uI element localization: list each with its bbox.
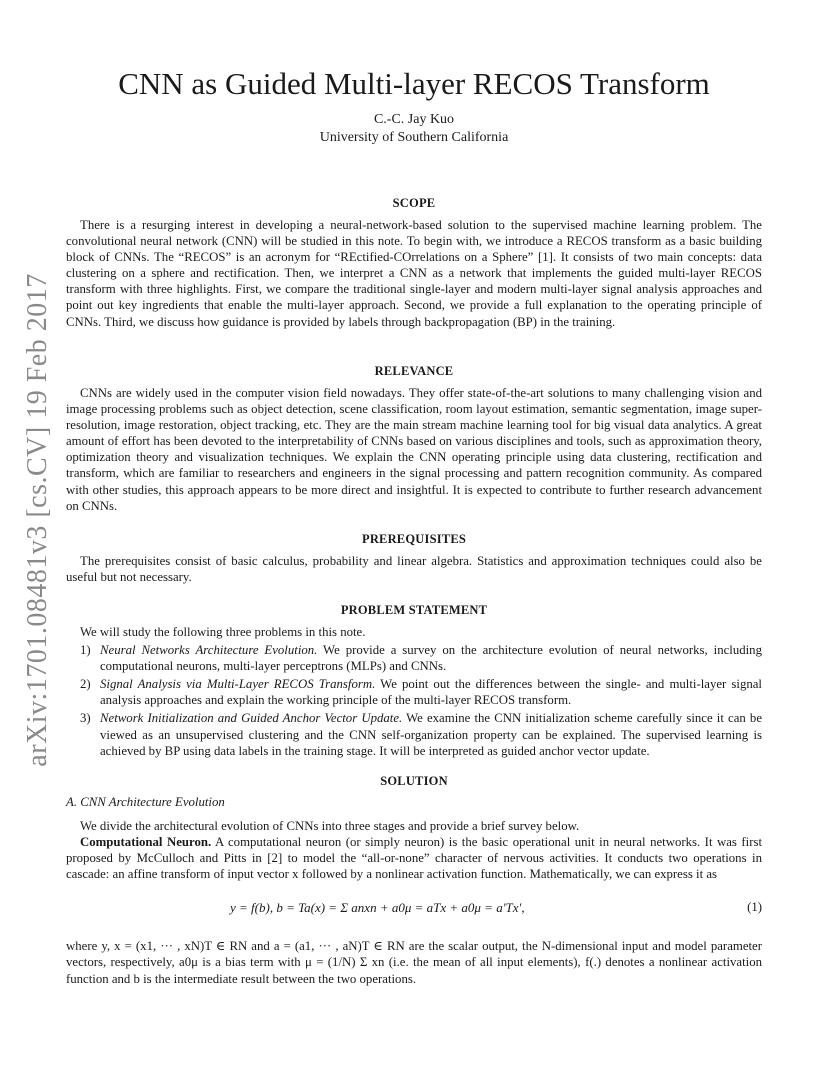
list-item-title: Neural Networks Architecture Evolution. (100, 643, 318, 658)
section-heading: PREREQUISITES (361, 532, 467, 546)
arxiv-identifier: arXiv:1701.08481v3 [cs.CV] 19 Feb 2017 (22, 273, 53, 767)
section-problem-statement (66, 603, 762, 761)
paper-title: CNN as Guided Multi-layer RECOS Transform (118, 66, 710, 101)
section-heading: RELEVANCE (374, 364, 454, 378)
list-item-text: We point out the differences between the single- and multi-layer signal analysis approaches and explain the working principle of the multi-layer RECOS transform. (100, 677, 762, 708)
paragraph-lead: Computational Neuron. (80, 835, 212, 850)
section-heading: SCOPE (392, 196, 436, 210)
list-item (66, 642, 762, 674)
author-block (66, 111, 762, 147)
paragraph-text: A computational neuron (or simply neuron) is the basic operational unit in neural networks. It was first proposed by McCulloch and Pitts in [2] to model the “all-or-none” character of nervous activities. It conducts two operations in cascade: an affine transform of input vector x followed by a nonlinear activation function. Mathematically, we can express it as (66, 835, 762, 882)
problem-list (66, 642, 762, 759)
list-item (66, 676, 762, 708)
section-paragraph: CNNs are widely used in the computer vision field nowadays. They offer state-of-the-art solutions to many challenging vision and image processing problems such as object detection, scene classification, room layout estimation, semantic segmentation, image super-resolution, image restoration, object tracking, etc. They are the main stream machine learning tool for big visual data analytics. A great amount of effort has been devoted to the interpretability of CNNs based on various disciplines and tools, such as approximation theory, optimization theory and visualization techniques. We explain the CNN operating principle using data clustering, rectification and transform, which are familiar to researchers and engineers in the signal processing and pattern recognition community. As compared with other studies, this approach appears to be more direct and insightful. It is expected to contribute to further research advancement on CNNs. (66, 386, 762, 513)
equation-number: (1) (747, 900, 762, 915)
arxiv-side-stamp (16, 273, 60, 767)
list-number: 3) (80, 711, 91, 726)
list-item (66, 710, 762, 758)
section-heading: SOLUTION (380, 774, 448, 788)
equation-body: y = f(b), b = Ta(x) = Σ anxn + a0μ = aTx + a0μ = a′Tx′, (230, 900, 525, 916)
section-heading: PROBLEM STATEMENT (340, 603, 488, 617)
author-affiliation: University of Southern California (319, 130, 509, 145)
list-item-text: We examine the CNN initialization scheme carefully since it can be viewed as an unsupervised clustering and the CNN self-organization property can be explained. The supervised learning is achieved by BP using data labels in the training stage. It will be interpreted as guided anchor vector update. (100, 711, 762, 758)
list-number: 1) (80, 643, 91, 658)
equation-1 (66, 888, 762, 932)
author-name: C.-C. Jay Kuo (373, 112, 455, 127)
list-number: 2) (80, 677, 91, 692)
section-relevance (66, 364, 762, 514)
section-solution (66, 774, 762, 987)
section-prerequisites (66, 532, 762, 585)
section-paragraph (66, 834, 762, 882)
subsection-title: A. CNN Architecture Evolution (66, 795, 225, 809)
section-paragraph: There is a resurging interest in developing a neural-network-based solution to the supervised machine learning problem. The convolutional neural network (CNN) will be studied in this note. To begin with, we introduce a RECOS transform as a basic building block of CNNs. The “RECOS” is an acronym for “REctified-COrrelations on a Sphere” [1]. It consists of two main concepts: data clustering on a sphere and rectification. Then, we interpret a CNN as a network that implements the guided multi-layer RECOS transform with three highlights. First, we compare the traditional single-layer and modern multi-layer signal analysis approaches and point out key ingredients that enable the multi-layer approach. Second, we provide a full explanation to the operating principle of CNNs. Third, we discuss how guidance is provided by labels through backpropagation (BP) in the training. (66, 218, 762, 329)
list-item-title: Network Initialization and Guided Anchor Vector Update. (100, 711, 403, 726)
section-paragraph: where y, x = (x1, ··· , xN)T ∈ RN and a = (a1, ··· , aN)T ∈ RN are the scalar output, the N-dimensional input and model parameter vectors, respectively, a0μ is a bias term with μ = (1/N) Σ xn (i.e. the mean of all input elements), f(.) denotes a nonlinear activation function and b is the intermediate result between the two operations. (66, 939, 762, 986)
section-paragraph: We divide the architectural evolution of CNNs into three stages and provide a brief survey below. (80, 819, 580, 833)
section-paragraph: The prerequisites consist of basic calculus, probability and linear algebra. Statistics and approximation techniques could also be useful but not necessary. (66, 554, 762, 585)
list-item-text: We provide a survey on the architecture evolution of neural networks, including computational neurons, multi-layer perceptrons (MLPs) and CNNs. (100, 643, 762, 674)
section-paragraph: We will study the following three problems in this note. (80, 625, 366, 639)
section-scope (66, 196, 762, 330)
list-item-title: Signal Analysis via Multi-Layer RECOS Transform. (100, 677, 376, 692)
